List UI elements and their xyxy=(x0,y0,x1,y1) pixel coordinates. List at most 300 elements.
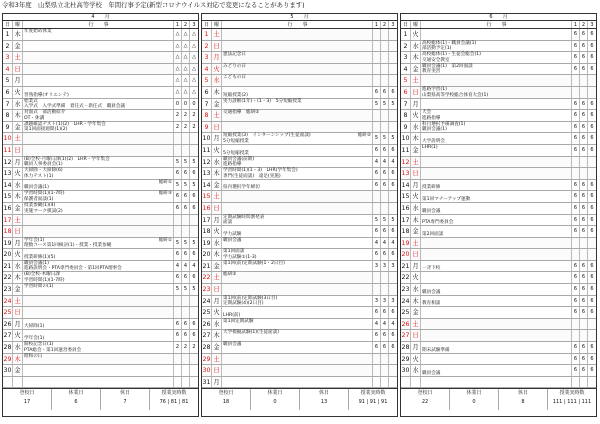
event-cell xyxy=(421,272,572,283)
weekday: 金 xyxy=(13,284,23,295)
weekday: 土 xyxy=(411,75,421,86)
grade-2-count: 6 xyxy=(580,296,588,307)
day-row xyxy=(3,41,198,53)
day-number: 17 xyxy=(401,216,410,224)
day-row xyxy=(3,284,198,296)
weekday: 火 xyxy=(212,226,222,237)
month-name: 4 月 xyxy=(91,14,110,20)
day-number: 4 xyxy=(202,64,212,75)
grade-1-count: 6 xyxy=(572,110,580,121)
grade-1-count: 4 xyxy=(373,157,381,168)
grade-1-count xyxy=(373,29,381,40)
grade-2-count: 6 xyxy=(580,284,588,295)
grade-1-count: 3 xyxy=(373,261,381,272)
day-number xyxy=(3,377,13,388)
day-row xyxy=(3,87,198,99)
day-row xyxy=(401,133,596,145)
event-cell xyxy=(23,296,174,307)
weekday: 日 xyxy=(411,330,421,341)
day-row xyxy=(202,191,397,203)
grade-1-count: 2 xyxy=(174,122,182,133)
grade-3-count: 6 xyxy=(192,320,196,327)
grade-2-count xyxy=(381,377,389,388)
day-row xyxy=(202,377,397,389)
day-row xyxy=(202,238,397,250)
column-header-row xyxy=(401,21,596,29)
day-number: 19 xyxy=(401,239,410,247)
event-text xyxy=(24,133,173,139)
event-text: PTA総会・第1回運営委員会 xyxy=(24,347,82,353)
event-cell xyxy=(222,29,373,40)
event-text xyxy=(223,354,372,360)
day-number: 11 xyxy=(202,146,211,154)
grade-2-count xyxy=(580,157,588,168)
day-row xyxy=(202,203,397,215)
grade-3-count: 6 xyxy=(192,251,196,258)
weekday: 金 xyxy=(13,203,23,214)
event-cell xyxy=(421,191,572,202)
event-cell xyxy=(222,330,373,341)
weekday: 月 xyxy=(212,377,222,388)
column-day: 日 xyxy=(401,21,411,28)
grade-3-count xyxy=(389,284,397,295)
day-row xyxy=(401,99,596,111)
day-number: 23 xyxy=(3,286,12,294)
day-number: 27 xyxy=(401,332,410,340)
day-number: 3 xyxy=(401,52,411,63)
day-number: 21 xyxy=(202,262,211,270)
weekday: 月 xyxy=(13,75,23,86)
event-text: 職員会議(1) 第2回面談 xyxy=(422,63,473,69)
summary-class-days xyxy=(548,389,596,410)
weekday: 金 xyxy=(13,41,23,52)
grade-3-count: 5 xyxy=(192,286,196,293)
event-text: 年度始め休業 xyxy=(24,29,52,34)
weekday: 水 xyxy=(13,99,23,110)
weekday: 月 xyxy=(411,99,421,110)
weekday: 火 xyxy=(13,330,23,341)
event-text xyxy=(24,365,173,371)
event-cell xyxy=(23,215,174,226)
event-text: 第2回面談 xyxy=(422,231,444,237)
grade-3-count: 6 xyxy=(391,309,395,316)
grade-2-count: 6 xyxy=(580,365,588,376)
day-number: 8 xyxy=(3,110,13,121)
grade-3-count xyxy=(190,226,198,237)
grade-2-count: 5 xyxy=(381,133,389,144)
grade-2-count: 6 xyxy=(580,180,588,191)
grade-3-count xyxy=(190,133,198,144)
event-text: 昭和の日 xyxy=(24,353,43,359)
grade-3-count xyxy=(588,75,596,86)
grade-1-count: 6 xyxy=(373,226,381,237)
event-text: 職員会議(前期) xyxy=(223,156,255,162)
day-number: 26 xyxy=(202,320,211,328)
weekday: 土 xyxy=(212,272,222,283)
grade-2-count xyxy=(580,319,588,330)
event-text: 入学式 入学式準備 着任式・新任式 職員会議 xyxy=(24,104,126,110)
grade-1-count xyxy=(572,319,580,330)
event-text xyxy=(223,365,372,371)
event-text: 一斉下校 xyxy=(422,266,441,272)
event-text xyxy=(223,348,372,354)
day-row xyxy=(3,122,198,134)
column-events: 行 事 xyxy=(23,21,174,28)
grade-2-count xyxy=(580,75,588,86)
weekday: 火 xyxy=(13,87,23,98)
event-cell xyxy=(421,296,572,307)
grade-2-count: △ xyxy=(182,75,190,86)
grade-3-count xyxy=(389,122,397,133)
event-text: 学習時間(1)(1-7時) xyxy=(24,191,65,197)
weekday: 土 xyxy=(13,52,23,63)
event-cell xyxy=(421,215,572,226)
grade-3-count: 6 xyxy=(391,88,395,95)
month-name: 6 月 xyxy=(489,14,508,20)
grade-1-count: 5 xyxy=(174,157,182,168)
grade-3-count xyxy=(389,203,397,214)
summary-rest-days xyxy=(300,389,349,410)
weekday: 水 xyxy=(212,157,222,168)
day-number: 3 xyxy=(202,52,212,63)
grade-3-count: 6 xyxy=(590,297,594,304)
event-text: PTA専門委員会 xyxy=(422,220,454,226)
grade-2-count: 6 xyxy=(381,307,389,318)
grade-3-count: 0 xyxy=(192,100,196,107)
day-number: 5 xyxy=(202,75,212,86)
weekday: 金 xyxy=(411,307,421,318)
day-number: 27 xyxy=(3,332,12,340)
day-number: 21 xyxy=(3,262,12,270)
grade-3-count xyxy=(389,272,397,283)
day-row xyxy=(3,319,198,331)
day-row xyxy=(401,87,596,99)
day-number: 25 xyxy=(401,309,410,317)
event-cell xyxy=(222,180,373,191)
event-cell xyxy=(23,168,174,179)
event-text: (B)全校-月曜日課(1)(2) LHR・学年集会 xyxy=(24,156,110,162)
grade-2-count xyxy=(381,110,389,121)
weekday: 日 xyxy=(212,365,222,376)
month-name: 5 月 xyxy=(290,14,309,20)
grade-2-count: 3 xyxy=(381,296,389,307)
summary-school-days xyxy=(401,389,450,410)
event-text: 職員会議 xyxy=(223,237,242,243)
event-text xyxy=(223,110,372,116)
grade-2-count xyxy=(580,238,588,249)
event-cell xyxy=(23,41,174,52)
event-cell xyxy=(23,52,174,63)
day-row xyxy=(401,226,596,238)
day-row xyxy=(401,272,596,284)
day-row xyxy=(401,75,596,87)
grade-1-count: 6 xyxy=(174,249,182,260)
weekday: 火 xyxy=(212,307,222,318)
event-cell xyxy=(222,41,373,52)
event-cell xyxy=(421,307,572,318)
day-number: 5 xyxy=(3,75,13,86)
day-number: 10 xyxy=(202,135,211,143)
grade-1-count: 6 xyxy=(572,215,580,226)
day-row xyxy=(401,354,596,366)
grade-3-count xyxy=(190,307,198,318)
grade-3-count xyxy=(389,110,397,121)
event-text: 課題確認テスト(1)(2) LHR・学年集会 xyxy=(24,121,106,127)
grade-2-count: 6 xyxy=(381,249,389,260)
event-text xyxy=(223,203,372,209)
weekday: 日 xyxy=(13,307,23,318)
day-number: 1 xyxy=(3,29,13,40)
day-row xyxy=(401,122,596,134)
weekday: 土 xyxy=(411,157,421,168)
weekday: 日 xyxy=(411,87,421,98)
grade-1-count xyxy=(572,330,580,341)
day-number: 15 xyxy=(401,193,410,201)
day-number: 23 xyxy=(401,286,410,294)
event-text xyxy=(422,278,571,284)
event-cell xyxy=(23,226,174,237)
grade-2-count: 6 xyxy=(580,99,588,110)
grade-1-count: 5 xyxy=(174,180,182,191)
event-text xyxy=(422,151,571,157)
day-row xyxy=(3,215,198,227)
day-number: 22 xyxy=(401,274,410,282)
grade-1-count: 5 xyxy=(373,99,381,110)
weekday: 水 xyxy=(212,238,222,249)
weekday: 日 xyxy=(212,41,222,52)
event-cell xyxy=(23,284,174,295)
event-note: 総研③ xyxy=(158,191,172,197)
column-weekday: 曜 xyxy=(13,21,23,28)
grade-1-count: 6 xyxy=(373,87,381,98)
grade-1-count xyxy=(572,377,580,388)
event-text: 保護者面談(1) xyxy=(24,196,54,202)
grade-1-count xyxy=(572,87,580,98)
grade-2-count: 6 xyxy=(580,41,588,52)
day-row xyxy=(3,342,198,354)
column-grade-3: 3 xyxy=(391,22,395,28)
grade-1-count xyxy=(373,64,381,75)
weekday: 月 xyxy=(212,296,222,307)
summary-school-days xyxy=(202,389,251,410)
day-row xyxy=(401,342,596,354)
grade-3-count: △ xyxy=(192,42,196,49)
event-cell xyxy=(421,168,572,179)
grade-1-count: 6 xyxy=(572,284,580,295)
event-text xyxy=(24,296,173,302)
grade-3-count: 4 xyxy=(391,320,395,327)
event-cell xyxy=(23,319,174,330)
event-cell xyxy=(222,377,373,388)
grade-2-count xyxy=(182,145,190,156)
grade-3-count: 5 xyxy=(391,135,395,142)
weekday: 月 xyxy=(13,238,23,249)
day-number: 30 xyxy=(3,367,12,375)
grade-2-count: 6 xyxy=(580,261,588,272)
grade-3-count: 6 xyxy=(590,204,594,211)
grade-3-count xyxy=(588,157,596,168)
grade-2-count xyxy=(381,365,389,376)
grade-2-count: 6 xyxy=(580,133,588,144)
grade-1-count: 6 xyxy=(572,261,580,272)
event-text xyxy=(24,215,173,221)
grade-3-count: 6 xyxy=(590,286,594,293)
day-row xyxy=(202,75,397,87)
grade-3-count: 4 xyxy=(391,239,395,246)
grade-3-count: 6 xyxy=(192,193,196,200)
weekday: 日 xyxy=(212,122,222,133)
event-cell xyxy=(222,307,373,318)
day-number: 24 xyxy=(202,297,211,305)
summary-label: 授業実時数 xyxy=(360,390,386,397)
day-number: 24 xyxy=(401,297,410,305)
grade-3-count: 6 xyxy=(590,309,594,316)
event-cell xyxy=(23,157,174,168)
grade-1-count xyxy=(174,365,182,376)
grade-3-count: 6 xyxy=(391,170,395,177)
grade-3-count: △ xyxy=(192,31,196,37)
day-number: 31 xyxy=(202,378,211,386)
grade-3-count: 6 xyxy=(590,228,594,235)
grade-2-count: △ xyxy=(182,41,190,52)
day-number: 22 xyxy=(3,274,12,282)
event-cell xyxy=(23,203,174,214)
event-cell xyxy=(222,122,373,133)
grade-2-count: 6 xyxy=(580,354,588,365)
event-text: 第1回(前)定期試験(3日目) xyxy=(223,295,278,301)
grade-3-count: △ xyxy=(192,88,196,95)
event-text xyxy=(422,104,571,110)
grade-2-count xyxy=(580,330,588,341)
grade-1-count: 3 xyxy=(373,296,381,307)
summary-holidays xyxy=(251,389,300,410)
weekday: 木 xyxy=(411,215,421,226)
grade-2-count: △ xyxy=(182,87,190,98)
event-cell xyxy=(222,87,373,98)
grade-2-count xyxy=(381,122,389,133)
day-row xyxy=(3,226,198,238)
grade-1-count xyxy=(572,75,580,86)
weekday: 日 xyxy=(212,284,222,295)
event-cell xyxy=(421,342,572,353)
grade-2-count: 6 xyxy=(580,110,588,121)
event-text: 授業参観(1)(4) xyxy=(24,202,56,208)
grade-2-count: 6 xyxy=(580,145,588,156)
grade-2-count: 6 xyxy=(580,64,588,75)
day-row xyxy=(401,365,596,377)
event-cell xyxy=(23,145,174,156)
weekday: 水 xyxy=(13,342,23,353)
may-panel xyxy=(201,13,398,417)
event-text xyxy=(223,243,372,249)
grade-1-count: 6 xyxy=(572,52,580,63)
event-cell xyxy=(421,64,572,75)
grade-3-count: 5 xyxy=(192,158,196,165)
event-text xyxy=(223,272,372,278)
weekday: 木 xyxy=(411,296,421,307)
grade-2-count: 6 xyxy=(381,145,389,156)
event-text: 教育実習 xyxy=(422,69,441,75)
grade-1-count: 6 xyxy=(373,307,381,318)
summary-value: 8 xyxy=(521,399,525,406)
weekday: 水 xyxy=(411,41,421,52)
day-number: 7 xyxy=(202,99,212,110)
day-row xyxy=(401,307,596,319)
grade-1-count xyxy=(373,110,381,121)
day-number: 6 xyxy=(401,87,411,98)
grade-1-count: 5 xyxy=(373,133,381,144)
grade-1-count: 6 xyxy=(572,203,580,214)
event-cell xyxy=(421,249,572,260)
event-note: 総研① xyxy=(158,179,172,185)
grade-3-count xyxy=(588,330,596,341)
grade-1-count: △ xyxy=(174,75,182,86)
summary-label: 休日 xyxy=(517,390,528,397)
weekday: 月 xyxy=(13,319,23,330)
day-number: 13 xyxy=(202,170,211,178)
grade-3-count: 6 xyxy=(192,274,196,281)
event-text: 第1回定期試験 xyxy=(223,318,254,324)
day-number: 28 xyxy=(3,344,12,352)
grade-3-count xyxy=(190,377,198,388)
day-row xyxy=(401,64,596,76)
day-row xyxy=(3,377,198,389)
grade-3-count: 6 xyxy=(590,112,594,119)
grade-2-count: 4 xyxy=(381,319,389,330)
grade-1-count: 6 xyxy=(572,133,580,144)
day-number: 7 xyxy=(3,99,13,110)
grade-3-count xyxy=(588,168,596,179)
event-cell xyxy=(421,261,572,272)
day-row xyxy=(3,191,198,203)
day-number: 19 xyxy=(3,239,12,247)
weekday: 金 xyxy=(411,226,421,237)
day-number: 6 xyxy=(3,87,13,98)
summary-value: 17 xyxy=(23,399,31,406)
event-cell xyxy=(421,238,572,249)
weekday: 日 xyxy=(13,145,23,156)
grade-3-count: 2 xyxy=(192,344,196,351)
weekday: 金 xyxy=(212,342,222,353)
grade-3-count: 5 xyxy=(192,239,196,246)
grade-2-count xyxy=(182,307,190,318)
event-text: 進路指導 xyxy=(422,115,441,121)
day-number: 20 xyxy=(202,251,211,259)
grade-2-count xyxy=(182,296,190,307)
day-row xyxy=(202,296,397,308)
column-weekday: 曜 xyxy=(411,21,421,28)
grade-2-count xyxy=(381,354,389,365)
summary-class-days xyxy=(349,389,397,410)
grade-2-count: 6 xyxy=(580,122,588,133)
event-cell xyxy=(23,330,174,341)
event-text xyxy=(422,29,571,35)
grade-2-count xyxy=(381,52,389,63)
event-text: 学年会(1) xyxy=(24,336,45,342)
grade-2-count: 6 xyxy=(182,168,190,179)
grade-3-count xyxy=(190,365,198,376)
grade-3-count: 5 xyxy=(192,181,196,188)
event-cell xyxy=(421,203,572,214)
grade-1-count: △ xyxy=(174,29,182,40)
day-number: 30 xyxy=(202,367,211,375)
day-row xyxy=(202,145,397,157)
grade-1-count: 6 xyxy=(373,330,381,341)
event-text: 学力試験①(1-3) xyxy=(223,254,257,260)
day-number: 12 xyxy=(202,158,211,166)
column-grade-1: 1 xyxy=(572,21,580,28)
summary-label: 授業実時数 xyxy=(161,390,187,397)
